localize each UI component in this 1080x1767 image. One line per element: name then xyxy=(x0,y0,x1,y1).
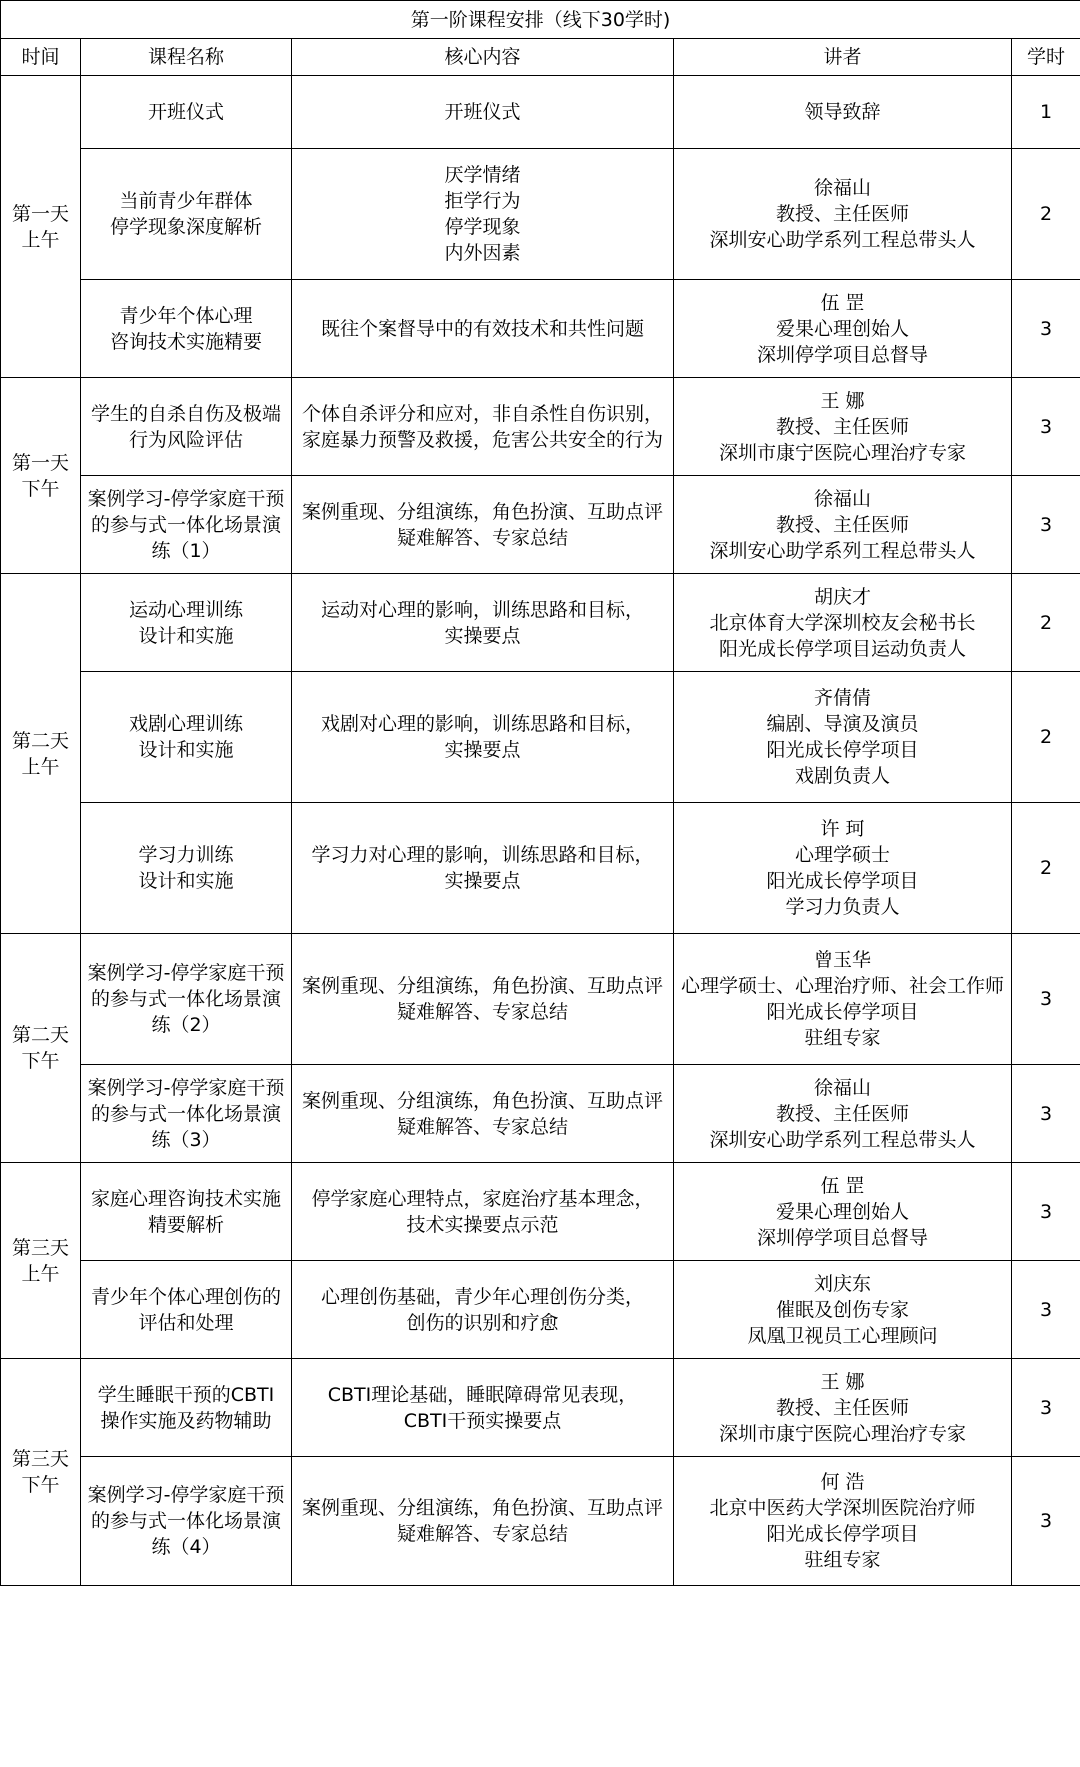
hours-cell: 3 xyxy=(1012,1163,1080,1261)
table-row xyxy=(1,1359,1080,1457)
table-row xyxy=(1,1261,1080,1359)
content-cell: 停学家庭心理特点，家庭治疗基本理念， 技术实操要点示范 xyxy=(292,1163,674,1261)
lecturer-cell: 许 珂 心理学硕士 阳光成长停学项目 学习力负责人 xyxy=(674,803,1012,934)
content-cell: 个体自杀评分和应对，非自杀性自伤识别， 家庭暴力预警及救援，危害公共安全的行为 xyxy=(292,378,674,476)
course-cell: 学习力训练 设计和实施 xyxy=(81,803,292,934)
hours-cell: 3 xyxy=(1012,1065,1080,1163)
course-cell: 案例学习-停学家庭干预 的参与式一体化场景演 练（3） xyxy=(81,1065,292,1163)
hours-cell: 3 xyxy=(1012,1261,1080,1359)
lecturer-cell: 刘庆东 催眠及创伤专家 凤凰卫视员工心理顾问 xyxy=(674,1261,1012,1359)
header-hours: 学时 xyxy=(1012,39,1080,76)
content-cell: 开班仪式 xyxy=(292,76,674,149)
course-cell: 学生的自杀自伤及极端 行为风险评估 xyxy=(81,378,292,476)
hours-cell: 2 xyxy=(1012,574,1080,672)
hours-cell: 3 xyxy=(1012,934,1080,1065)
time-cell: 第二天 上午 xyxy=(1,574,81,934)
hours-cell: 3 xyxy=(1012,378,1080,476)
lecturer-cell: 曾玉华 心理学硕士、心理治疗师、社会工作师 阳光成长停学项目 驻组专家 xyxy=(674,934,1012,1065)
lecturer-cell: 齐倩倩 编剧、导演及演员 阳光成长停学项目 戏剧负责人 xyxy=(674,672,1012,803)
lecturer-cell: 何 浩 北京中医药大学深圳医院治疗师 阳光成长停学项目 驻组专家 xyxy=(674,1457,1012,1586)
course-cell: 案例学习-停学家庭干预 的参与式一体化场景演 练（2） xyxy=(81,934,292,1065)
course-cell: 运动心理训练 设计和实施 xyxy=(81,574,292,672)
table-row xyxy=(1,280,1080,378)
table-row xyxy=(1,1065,1080,1163)
course-cell: 当前青少年群体 停学现象深度解析 xyxy=(81,149,292,280)
course-cell: 家庭心理咨询技术实施 精要解析 xyxy=(81,1163,292,1261)
course-cell: 戏剧心理训练 设计和实施 xyxy=(81,672,292,803)
table-row xyxy=(1,574,1080,672)
lecturer-cell: 伍 罡 爱果心理创始人 深圳停学项目总督导 xyxy=(674,280,1012,378)
hours-cell: 2 xyxy=(1012,803,1080,934)
table-row xyxy=(1,1457,1080,1586)
header-course: 课程名称 xyxy=(81,39,292,76)
lecturer-cell: 领导致辞 xyxy=(674,76,1012,149)
table-row xyxy=(1,476,1080,574)
content-cell: 运动对心理的影响，训练思路和目标， 实操要点 xyxy=(292,574,674,672)
hours-cell: 1 xyxy=(1012,76,1080,149)
course-cell: 开班仪式 xyxy=(81,76,292,149)
table-row xyxy=(1,76,1080,149)
header-lecturer: 讲者 xyxy=(674,39,1012,76)
lecturer-cell: 徐福山 教授、主任医师 深圳安心助学系列工程总带头人 xyxy=(674,149,1012,280)
table-title: 第一阶课程安排（线下30学时) xyxy=(1,1,1080,39)
table-row xyxy=(1,1163,1080,1261)
header-time: 时间 xyxy=(1,39,81,76)
content-cell: 学习力对心理的影响，训练思路和目标， 实操要点 xyxy=(292,803,674,934)
table-row xyxy=(1,803,1080,934)
lecturer-cell: 伍 罡 爱果心理创始人 深圳停学项目总督导 xyxy=(674,1163,1012,1261)
time-cell: 第三天 上午 xyxy=(1,1163,81,1359)
lecturer-cell: 胡庆才 北京体育大学深圳校友会秘书长 阳光成长停学项目运动负责人 xyxy=(674,574,1012,672)
lecturer-cell: 徐福山 教授、主任医师 深圳安心助学系列工程总带头人 xyxy=(674,1065,1012,1163)
time-cell: 第三天 下午 xyxy=(1,1359,81,1586)
course-cell: 青少年个体心理创伤的 评估和处理 xyxy=(81,1261,292,1359)
table-row xyxy=(1,378,1080,476)
table-row xyxy=(1,672,1080,803)
hours-cell: 2 xyxy=(1012,672,1080,803)
hours-cell: 3 xyxy=(1012,1457,1080,1586)
content-cell: 既往个案督导中的有效技术和共性问题 xyxy=(292,280,674,378)
time-cell: 第一天 上午 xyxy=(1,76,81,378)
content-cell: 案例重现、分组演练，角色扮演、互助点评 疑难解答、专家总结 xyxy=(292,1457,674,1586)
lecturer-cell: 王 娜 教授、主任医师 深圳市康宁医院心理治疗专家 xyxy=(674,378,1012,476)
title-row xyxy=(1,1,1080,39)
content-cell: 案例重现、分组演练，角色扮演、互助点评 疑难解答、专家总结 xyxy=(292,1065,674,1163)
header-content: 核心内容 xyxy=(292,39,674,76)
table-row xyxy=(1,149,1080,280)
lecturer-cell: 徐福山 教授、主任医师 深圳安心助学系列工程总带头人 xyxy=(674,476,1012,574)
course-cell: 案例学习-停学家庭干预 的参与式一体化场景演 练（4） xyxy=(81,1457,292,1586)
hours-cell: 3 xyxy=(1012,1359,1080,1457)
lecturer-cell: 王 娜 教授、主任医师 深圳市康宁医院心理治疗专家 xyxy=(674,1359,1012,1457)
time-cell: 第一天 下午 xyxy=(1,378,81,574)
content-cell: 案例重现、分组演练，角色扮演、互助点评 疑难解答、专家总结 xyxy=(292,934,674,1065)
content-cell: 心理创伤基础，青少年心理创伤分类， 创伤的识别和疗愈 xyxy=(292,1261,674,1359)
header-row xyxy=(1,39,1080,76)
content-cell: 案例重现、分组演练，角色扮演、互助点评 疑难解答、专家总结 xyxy=(292,476,674,574)
hours-cell: 3 xyxy=(1012,476,1080,574)
content-cell: 戏剧对心理的影响，训练思路和目标， 实操要点 xyxy=(292,672,674,803)
hours-cell: 3 xyxy=(1012,280,1080,378)
course-cell: 案例学习-停学家庭干预 的参与式一体化场景演 练（1） xyxy=(81,476,292,574)
content-cell: CBTI理论基础，睡眠障碍常见表现， CBTI干预实操要点 xyxy=(292,1359,674,1457)
hours-cell: 2 xyxy=(1012,149,1080,280)
time-cell: 第二天 下午 xyxy=(1,934,81,1163)
course-cell: 学生睡眠干预的CBTI 操作实施及药物辅助 xyxy=(81,1359,292,1457)
table-row xyxy=(1,934,1080,1065)
course-cell: 青少年个体心理 咨询技术实施精要 xyxy=(81,280,292,378)
content-cell: 厌学情绪 拒学行为 停学现象 内外因素 xyxy=(292,149,674,280)
